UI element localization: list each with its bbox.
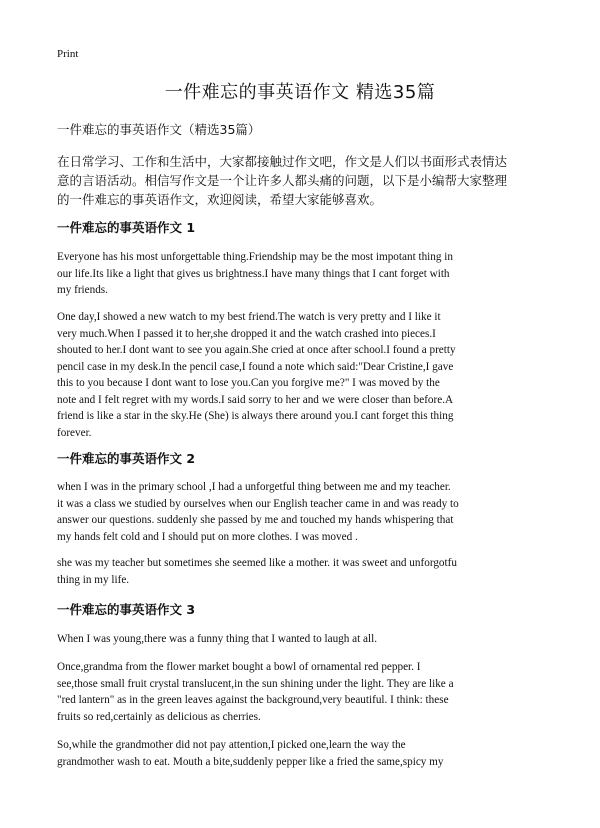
text-line: this to you because I dont want to lose you.Can you forgive me?" I was moved by the	[57, 377, 440, 389]
intro-line: 在日常学习、工作和生活中，大家都接触过作文吧，作文是人们以书面形式表情达	[57, 154, 508, 169]
section-1-paragraph-1	[57, 249, 539, 299]
text-line: pencil case in my desk.In the pencil case,I found a note which said:"Dear Cristine,I gave	[57, 360, 454, 373]
text-line: she was my teacher but sometimes she seemed like a mother. it was sweet and unforgotfu	[57, 557, 457, 569]
section-1-paragraph-2	[57, 309, 539, 441]
section-3-paragraph-2	[57, 659, 539, 725]
text-line: very much.When I passed it to her,she dropped it and the watch crashed into pieces.I	[57, 327, 436, 340]
section-heading-3: 一件难忘的事英语作文 3	[57, 602, 196, 617]
text-line: friend is like a star in the sky.He (She) is always there around you.I cant forget this thing	[57, 410, 454, 422]
section-heading-2: 一件难忘的事英语作文 2	[57, 451, 196, 466]
section-heading-1: 一件难忘的事英语作文 1	[57, 220, 196, 235]
text-line: Everyone has his most unforgettable thing.Friendship may be the most impotant thing in	[57, 251, 453, 263]
text-line: see,those small fruit crystal translucent,in the sun shining under the light. They are like a	[57, 677, 454, 690]
text-line: answer our questions. suddenly she passed by me and touched my hands whispering that	[57, 514, 454, 526]
text-line: fruits so red,certainly as delicious as cherries.	[57, 710, 261, 723]
text-line: When I was young,there was a funny thing that I wanted to laugh at all.	[57, 633, 377, 645]
text-line: forever.	[57, 426, 92, 439]
page-subtitle: 一件难忘的事英语作文（精选35篇）	[57, 122, 261, 137]
text-line: my hands felt cold and I should put on more clothes. I was moved .	[57, 530, 358, 543]
text-line: note and I felt regret with my words.I said sorry to her and we were closer than before.A	[57, 393, 454, 406]
text-line: "red lantern" as in the green leaves against the background,very beautiful. I think: these	[57, 694, 449, 706]
text-line: my friends.	[57, 284, 108, 296]
intro-paragraph	[57, 152, 557, 209]
text-line: when I was in the primary school ,I had a unforgetful thing between me and my teacher.	[57, 481, 451, 493]
text-line: One day,I showed a new watch to my best friend.The watch is very pretty and I like it	[57, 311, 441, 323]
section-3-paragraph-1	[57, 631, 539, 648]
text-line: shouted to her.I dont want to see you again.She cried at once after school.I found a pretty	[57, 344, 456, 356]
text-line: So,while the grandmother did not pay attention,I picked one,learn the way the	[57, 739, 406, 751]
text-line: our life.Its like a light that gives us brightness.I have many things that I cant forget with	[57, 267, 450, 280]
intro-line: 意的言语活动。相信写作文是一个让许多人都头痛的问题，以下是小编帮大家整理	[57, 173, 508, 188]
section-2-paragraph-2	[57, 555, 539, 588]
text-line: it was a class we studied by ourselves when our English teacher came in and was ready to	[57, 497, 459, 510]
text-line: grandmother wash to eat. Mouth a bite,suddenly pepper like a fried the same,spicy my	[57, 755, 444, 768]
intro-line: 的一件难忘的事英语作文，欢迎阅读，希望大家能够喜欢。	[57, 192, 383, 207]
print-link[interactable]: Print	[57, 48, 79, 60]
text-line: thing in my life.	[57, 573, 130, 586]
page-title: 一件难忘的事英语作文 精选35篇	[164, 82, 436, 103]
text-line: Once,grandma from the flower market bought a bowl of ornamental red pepper. I	[57, 661, 421, 673]
section-2-paragraph-1	[57, 479, 539, 545]
section-3-paragraph-3	[57, 737, 539, 770]
